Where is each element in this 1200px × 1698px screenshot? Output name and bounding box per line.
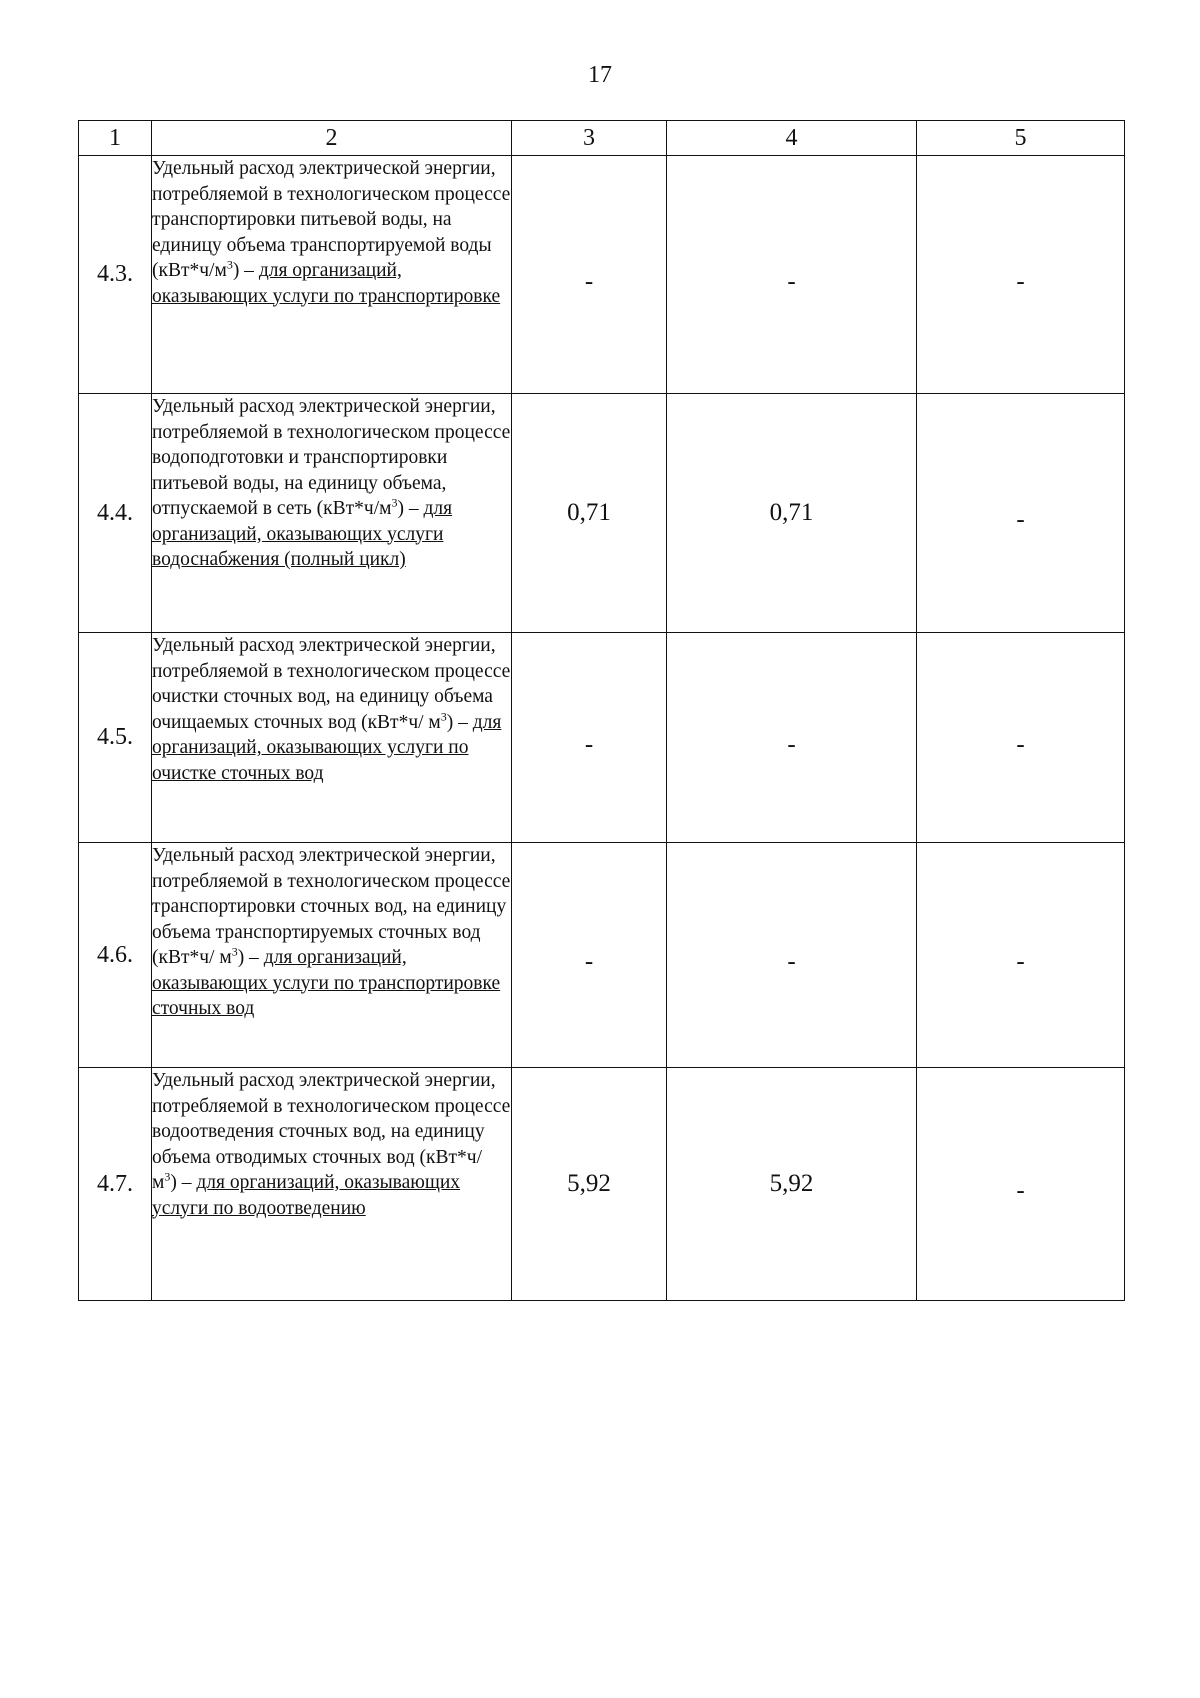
row-description [152, 156, 512, 394]
value-col-4: - [667, 843, 917, 1068]
value-col-4: 0,71 [667, 394, 917, 633]
column-header-4: 4 [667, 121, 917, 156]
table-row [79, 394, 1125, 633]
row-number: 4.7. [79, 1068, 152, 1301]
table-header-row [79, 121, 1125, 156]
value-col-3: - [512, 843, 667, 1068]
description-text: Удельный расход электрической энергии, потребляемой в технологическом процессе транспортировки питьевой воды, на единицу объема транспортируемой воды (кВт*ч/м [152, 158, 511, 281]
description-scope: для организаций, оказывающих услуги по водоотведению [152, 1172, 461, 1219]
indicators-table [78, 120, 1125, 1301]
value-col-5: - [917, 1068, 1125, 1301]
table-row [79, 156, 1125, 394]
description-text: Удельный расход электрической энергии, потребляемой в технологическом процессе транспортировки сточных вод, на единицу объема транспортируемых сточных вод (кВт*ч/ м [152, 845, 511, 968]
unit-superscript: 3 [391, 495, 398, 510]
row-description [152, 394, 512, 633]
value-col-3: 0,71 [512, 394, 667, 633]
column-header-2: 2 [152, 121, 512, 156]
value-col-5: - [917, 843, 1125, 1068]
value-col-4: - [667, 156, 917, 394]
table-row [79, 633, 1125, 843]
column-header-3: 3 [512, 121, 667, 156]
description-text: Удельный расход электрической энергии, потребляемой в технологическом процессе водоподготовки и транспортировки питьевой воды, на единицу объема, отпускаемой в сеть (кВт*ч/м [152, 396, 511, 519]
row-description [152, 843, 512, 1068]
description-text: Удельный расход электрической энергии, потребляемой в технологическом процессе очистки сточных вод, на единицу объема очищаемых сточных вод (кВт*ч/ м [152, 635, 511, 733]
unit-superscript: 3 [231, 944, 238, 959]
table-row [79, 1068, 1125, 1301]
description-connector: ) – [446, 711, 473, 733]
value-col-5: - [917, 394, 1125, 633]
description-scope: для организаций, оказывающих услуги водоснабжения (полный цикл) [152, 498, 453, 570]
value-col-5: - [917, 156, 1125, 394]
description-connector: ) – [397, 498, 424, 519]
row-number: 4.5. [79, 633, 152, 843]
row-number: 4.6. [79, 843, 152, 1068]
unit-superscript: 3 [226, 257, 233, 272]
description-scope: для организаций, оказывающих услуги по транспортировке сточных вод [152, 947, 501, 1019]
value-col-3: - [512, 156, 667, 394]
page-number: 17 [588, 62, 612, 88]
description-connector: ) – [170, 1172, 197, 1193]
value-col-4: - [667, 633, 917, 843]
table-row [79, 843, 1125, 1068]
row-description [152, 633, 512, 843]
value-col-3: - [512, 633, 667, 843]
row-number: 4.4. [79, 394, 152, 633]
row-description [152, 1068, 512, 1301]
description-scope: для организаций, оказывающих услуги по очистке сточных вод [152, 711, 502, 784]
value-col-4: 5,92 [667, 1068, 917, 1301]
column-header-1: 1 [79, 121, 152, 156]
column-header-5: 5 [917, 121, 1125, 156]
description-text: Удельный расход электрической энергии, потребляемой в технологическом процессе водоотведения сточных вод, на единицу объема отводимых сточных вод (кВт*ч/ м [152, 1070, 511, 1193]
unit-superscript: 3 [440, 709, 447, 723]
description-connector: ) – [232, 260, 259, 281]
description-scope: для организаций, оказывающих услуги по транспортировке [152, 260, 501, 307]
value-col-3: 5,92 [512, 1068, 667, 1301]
value-col-5: - [917, 633, 1125, 843]
description-connector: ) – [237, 947, 264, 968]
row-number: 4.3. [79, 156, 152, 394]
unit-superscript: 3 [164, 1169, 171, 1184]
